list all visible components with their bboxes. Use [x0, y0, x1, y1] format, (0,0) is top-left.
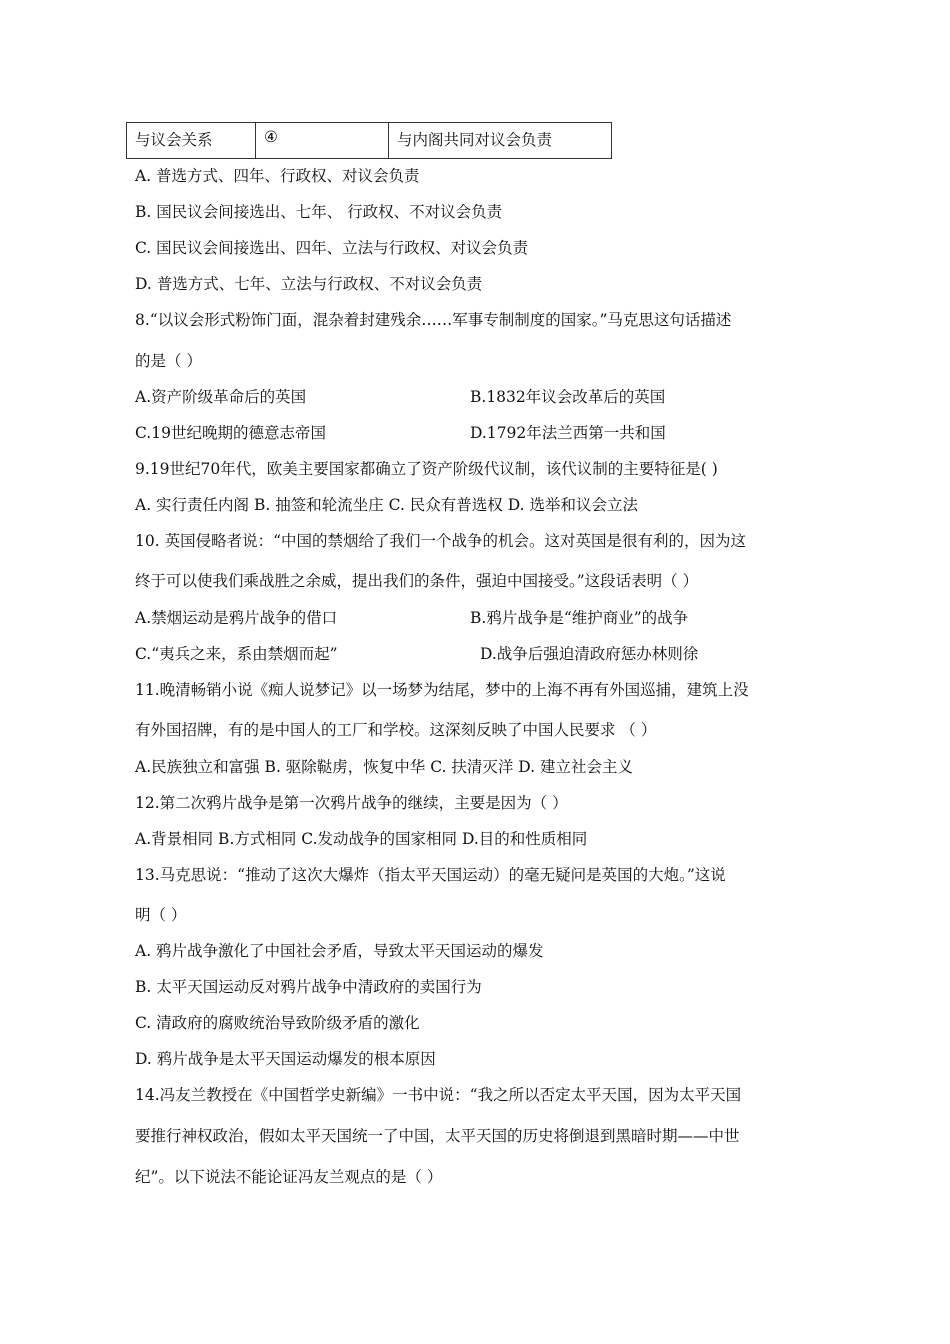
q13-option-b: B. 太平天国运动反对鸦片战争中清政府的卖国行为	[135, 978, 482, 996]
q13-stem-line2: 明（ ）	[135, 906, 187, 924]
q10-option-a: A.禁烟运动是鸦片战争的借口	[135, 609, 338, 627]
q8-option-d: D.1792年法兰西第一共和国	[470, 424, 666, 442]
q14-stem-line2: 要推行神权政治，假如太平天国统一了中国，太平天国的历史将倒退到黑暗时期——中世	[135, 1127, 740, 1145]
table-cell: 与内阁共同对议会负责	[389, 123, 612, 159]
q13-option-a: A. 鸦片战争激化了中国社会矛盾，导致太平天国运动的爆发	[135, 942, 544, 960]
q10-stem-line2: 终于可以使我们乘战胜之余威，提出我们的条件，强迫中国接受。”这段话表明（ ）	[135, 572, 699, 590]
q11-stem-line2: 有外国招牌，有的是中国人的工厂和学校。这深刻反映了中国人民要求 （ ）	[135, 721, 657, 739]
q9-stem: 9.19世纪70年代，欧美主要国家都确立了资产阶级代议制，该代议制的主要特征是( )	[135, 460, 718, 478]
q13-option-c: C. 清政府的腐败统治导致阶级矛盾的激化	[135, 1014, 420, 1032]
q7-option-c: C. 国民议会间接选出、四年、立法与行政权、对议会负责	[135, 239, 529, 257]
table-cell: 与议会关系	[127, 123, 256, 159]
q14-stem-line1: 14.冯友兰教授在《中国哲学史新编》一书中说：“我之所以否定太平天国，因为太平天国	[135, 1086, 742, 1104]
q11-stem-line1: 11.晚清畅销小说《痴人说梦记》以一场梦为结尾，梦中的上海不再有外国巡捕，建筑上没	[135, 681, 749, 699]
table-cell: ④	[256, 123, 389, 159]
q10-option-c: C.“夷兵之来，系由禁烟而起”	[135, 645, 338, 663]
comparison-table	[126, 122, 612, 159]
q7-option-b: B. 国民议会间接选出、七年、 行政权、不对议会负责	[135, 203, 503, 221]
q7-option-a: A. 普选方式、四年、行政权、对议会负责	[135, 167, 420, 185]
q7-option-d: D. 普选方式、七年、立法与行政权、不对议会负责	[135, 275, 483, 293]
q8-option-c: C.19世纪晚期的德意志帝国	[135, 424, 326, 442]
q8-option-b: B.1832年议会改革后的英国	[470, 388, 666, 406]
q8-stem-line1: 8.“以议会形式粉饰门面，混杂着封建残余……军事专制制度的国家。”马克思这句话描述	[135, 311, 732, 329]
q13-stem-line1: 13.马克思说：“推动了这次大爆炸（指太平天国运动）的毫无疑问是英国的大炮。”这说	[135, 866, 726, 884]
q9-options: A. 实行责任内阁 B. 抽签和轮流坐庄 C. 民众有普选权 D. 选举和议会立法	[135, 496, 638, 514]
q11-options: A.民族独立和富强 B. 驱除鞑虏，恢复中华 C. 扶清灭洋 D. 建立社会主义	[135, 758, 634, 776]
q13-option-d: D. 鸦片战争是太平天国运动爆发的根本原因	[135, 1050, 436, 1068]
q8-option-a: A.资产阶级革命后的英国	[135, 388, 307, 406]
q8-stem-line2: 的是（ ）	[135, 352, 202, 370]
q14-stem-line3: 纪”。以下说法不能论证冯友兰观点的是（ ）	[135, 1168, 443, 1186]
q10-option-b: B.鸦片战争是“维护商业”的战争	[470, 609, 689, 627]
q12-stem: 12.第二次鸦片战争是第一次鸦片战争的继续，主要是因为（ ）	[135, 794, 568, 812]
q10-option-d: D.战争后强迫清政府惩办林则徐	[480, 645, 699, 663]
q10-stem-line1: 10. 英国侵略者说：“中国的禁烟给了我们一个战争的机会。这对英国是很有利的，因为这	[135, 532, 747, 550]
q12-options: A.背景相同 B.方式相同 C.发动战争的国家相同 D.目的和性质相同	[135, 830, 588, 848]
table-row	[127, 123, 612, 159]
